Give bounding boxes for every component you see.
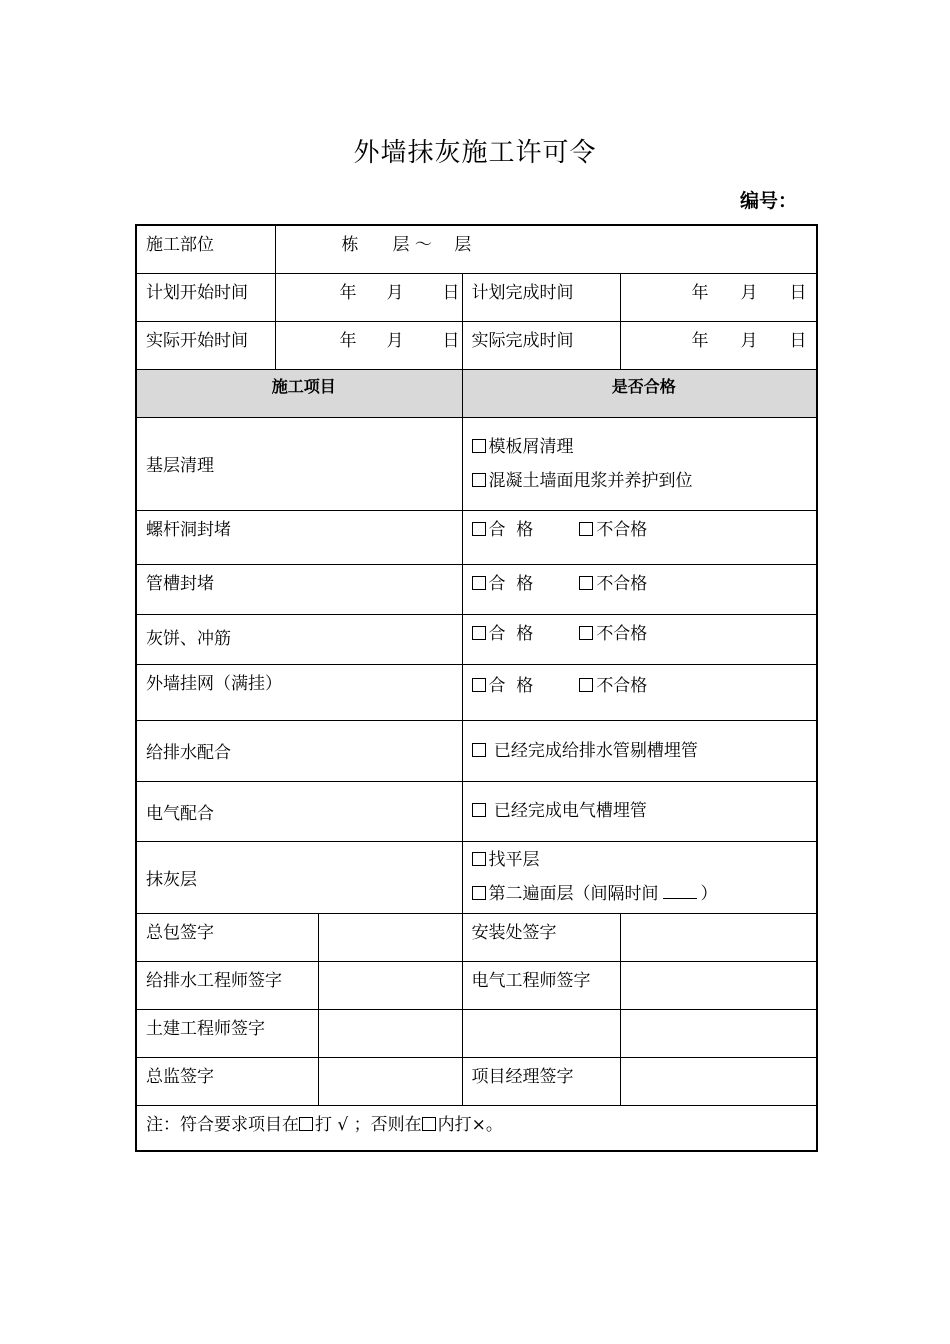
table-row — [136, 417, 817, 510]
item-options-cell — [462, 417, 817, 510]
option-label: 已经完成电气槽埋管 — [488, 801, 647, 821]
table-row — [136, 510, 817, 564]
checkbox-icon[interactable] — [472, 886, 486, 900]
option-label: 不合格 — [596, 623, 648, 644]
item-label-cell — [136, 841, 462, 913]
checkbox-icon[interactable] — [579, 576, 593, 590]
empty-cell — [620, 1009, 817, 1057]
civil-engineer-label: 土建工程师签字 — [146, 1018, 265, 1039]
item-label-cell — [136, 720, 462, 781]
location-row — [136, 225, 817, 273]
signature-label-cell — [462, 913, 620, 961]
fail-checkbox[interactable] — [579, 676, 647, 696]
signature-label-cell — [136, 913, 318, 961]
item-options-cell — [462, 614, 817, 664]
pass-checkbox[interactable] — [472, 574, 534, 594]
year-label: 年 — [339, 330, 357, 351]
item-label-cell — [136, 614, 462, 664]
pass-checkbox[interactable] — [472, 624, 534, 644]
option-concrete-slurry-checkbox[interactable] — [472, 464, 817, 498]
option-label: 合 格 — [488, 519, 534, 540]
fail-checkbox[interactable] — [579, 624, 647, 644]
item-options-cell — [462, 720, 817, 781]
year-label: 年 — [691, 282, 709, 303]
checkbox-icon[interactable] — [579, 626, 593, 640]
checkbox-icon[interactable] — [472, 473, 486, 487]
signature-label-cell — [462, 1057, 620, 1105]
plan-end-label-cell — [462, 273, 620, 321]
signature-row — [136, 1057, 817, 1105]
checkbox-icon[interactable] — [472, 852, 486, 866]
note-cell — [136, 1105, 817, 1151]
option-label: 已经完成给排水管剔槽埋管 — [488, 740, 698, 761]
item-label-cell — [136, 564, 462, 614]
signature-row — [136, 913, 817, 961]
plumbing-engineer-label: 给排水工程师签字 — [146, 970, 282, 991]
electrical-engineer-label: 电气工程师签字 — [471, 970, 591, 991]
item-options-cell — [462, 510, 817, 564]
signature-label-cell — [136, 961, 318, 1009]
location-label: 施工部位 — [146, 235, 214, 255]
item-options-cell — [462, 564, 817, 614]
installation-signature-field[interactable] — [620, 913, 817, 961]
item-label-cell — [136, 510, 462, 564]
plan-end-label: 计划完成时间 — [471, 282, 574, 303]
checkbox-icon — [422, 1117, 436, 1131]
month-label: 月 — [740, 282, 758, 303]
checkbox-icon[interactable] — [472, 522, 486, 536]
chief-supervisor-label: 总监签字 — [146, 1066, 214, 1087]
day-label: 日 — [442, 282, 460, 303]
item-options-cell — [462, 841, 817, 913]
checkbox-icon[interactable] — [472, 576, 486, 590]
second-coat-checkbox[interactable] — [472, 877, 817, 911]
plan-start-label: 计划开始时间 — [146, 282, 248, 303]
header-pass: 是否合格 — [462, 369, 817, 417]
checkbox-icon[interactable] — [472, 803, 486, 817]
month-label: 月 — [386, 282, 404, 303]
option-label: 第二遍面层（间隔时间 — [488, 884, 659, 904]
electrical-engineer-signature-field[interactable] — [620, 961, 817, 1009]
table-header-row — [136, 369, 817, 417]
actual-start-label: 实际开始时间 — [146, 330, 248, 351]
day-label: 日 — [789, 282, 807, 303]
option-label: 找平层 — [488, 850, 540, 870]
signature-row — [136, 961, 817, 1009]
plan-end-date-cell[interactable] — [620, 273, 817, 321]
table-row — [136, 664, 817, 720]
item-options-cell — [462, 781, 817, 841]
month-label: 月 — [386, 330, 404, 351]
item-label: 电气配合 — [146, 803, 214, 824]
project-manager-signature-field[interactable] — [620, 1057, 817, 1105]
checkbox-icon[interactable] — [472, 626, 486, 640]
plumbing-done-checkbox[interactable] — [472, 734, 817, 768]
checkbox-icon[interactable] — [579, 522, 593, 536]
item-label: 给排水配合 — [146, 743, 231, 763]
item-label: 基层清理 — [146, 456, 214, 476]
note-text: 打 √ ；否则在 — [315, 1114, 422, 1135]
table-row — [136, 841, 817, 913]
empty-cell — [462, 1009, 620, 1057]
actual-start-date-cell[interactable] — [275, 321, 462, 369]
item-label-cell — [136, 664, 462, 720]
signature-label-cell — [136, 1057, 318, 1105]
chief-supervisor-signature-field[interactable] — [318, 1057, 462, 1105]
table-row — [136, 614, 817, 664]
signature-label-cell — [136, 1009, 318, 1057]
plan-time-row — [136, 273, 817, 321]
note-text: 内打×。 — [437, 1114, 503, 1135]
note-text: 注：符合要求项目在 — [146, 1114, 299, 1135]
location-label-cell — [136, 225, 275, 273]
item-label: 管槽封堵 — [146, 573, 214, 594]
item-label: 抹灰层 — [146, 869, 197, 890]
year-label: 年 — [339, 282, 357, 303]
footnote — [146, 1106, 816, 1135]
option-label: 合 格 — [488, 675, 534, 696]
option-label: 模板屑清理 — [488, 436, 574, 457]
item-label: 灰饼、冲筋 — [146, 628, 231, 649]
checkbox-icon[interactable] — [579, 678, 593, 692]
item-label: 螺杆洞封堵 — [146, 519, 231, 540]
actual-time-row — [136, 321, 817, 369]
fail-checkbox[interactable] — [579, 520, 647, 540]
option-template-debris-checkbox[interactable] — [472, 430, 817, 464]
option-label: 不合格 — [596, 519, 648, 540]
civil-engineer-signature-field[interactable] — [318, 1009, 462, 1057]
option-label: ） — [700, 884, 718, 904]
table-row — [136, 781, 817, 841]
fail-checkbox[interactable] — [579, 574, 647, 594]
option-label: 合 格 — [488, 623, 534, 644]
general-contractor-label: 总包签字 — [146, 922, 214, 943]
option-label: 合 格 — [488, 573, 534, 594]
month-label: 月 — [740, 330, 758, 351]
actual-end-label: 实际完成时间 — [471, 330, 574, 351]
document-number-label: 编号： — [740, 190, 798, 212]
table-row — [136, 720, 817, 781]
plan-start-label-cell — [136, 273, 275, 321]
item-label-cell — [136, 417, 462, 510]
item-label-cell — [136, 781, 462, 841]
plan-start-date-cell[interactable] — [275, 273, 462, 321]
checkbox-icon[interactable] — [472, 678, 486, 692]
checkbox-icon[interactable] — [472, 439, 486, 453]
actual-end-date-cell[interactable] — [620, 321, 817, 369]
header-item: 施工项目 — [136, 369, 462, 417]
year-label: 年 — [691, 330, 709, 351]
option-label: 不合格 — [596, 573, 648, 594]
actual-start-label-cell — [136, 321, 275, 369]
day-label: 日 — [442, 330, 460, 351]
table-row — [136, 564, 817, 614]
permit-form-table — [135, 224, 818, 1152]
project-manager-label: 项目经理签字 — [471, 1066, 574, 1087]
signature-row — [136, 1009, 817, 1057]
pass-checkbox[interactable] — [472, 676, 534, 696]
note-row — [136, 1105, 817, 1151]
pass-checkbox[interactable] — [472, 520, 534, 540]
signature-label-cell — [462, 961, 620, 1009]
plumbing-engineer-signature-field[interactable] — [318, 961, 462, 1009]
checkbox-icon[interactable] — [472, 743, 486, 757]
interval-time-field[interactable] — [663, 898, 697, 899]
actual-end-label-cell — [462, 321, 620, 369]
day-label: 日 — [789, 330, 807, 351]
option-label: 不合格 — [596, 675, 648, 696]
electrical-done-checkbox[interactable] — [472, 794, 817, 828]
general-contractor-signature-field[interactable] — [318, 913, 462, 961]
leveling-layer-checkbox[interactable] — [472, 843, 817, 877]
checkbox-icon — [299, 1117, 313, 1131]
installation-label: 安装处签字 — [471, 922, 557, 943]
item-options-cell — [462, 664, 817, 720]
location-value-cell[interactable] — [275, 225, 817, 273]
page-title: 外墙抹灰施工许可令 — [353, 138, 597, 168]
location-value: 栋 层 ～ 层 — [341, 235, 472, 255]
item-label: 外墙挂网（满挂） — [146, 673, 282, 694]
option-label: 混凝土墙面甩浆并养护到位 — [488, 470, 693, 491]
